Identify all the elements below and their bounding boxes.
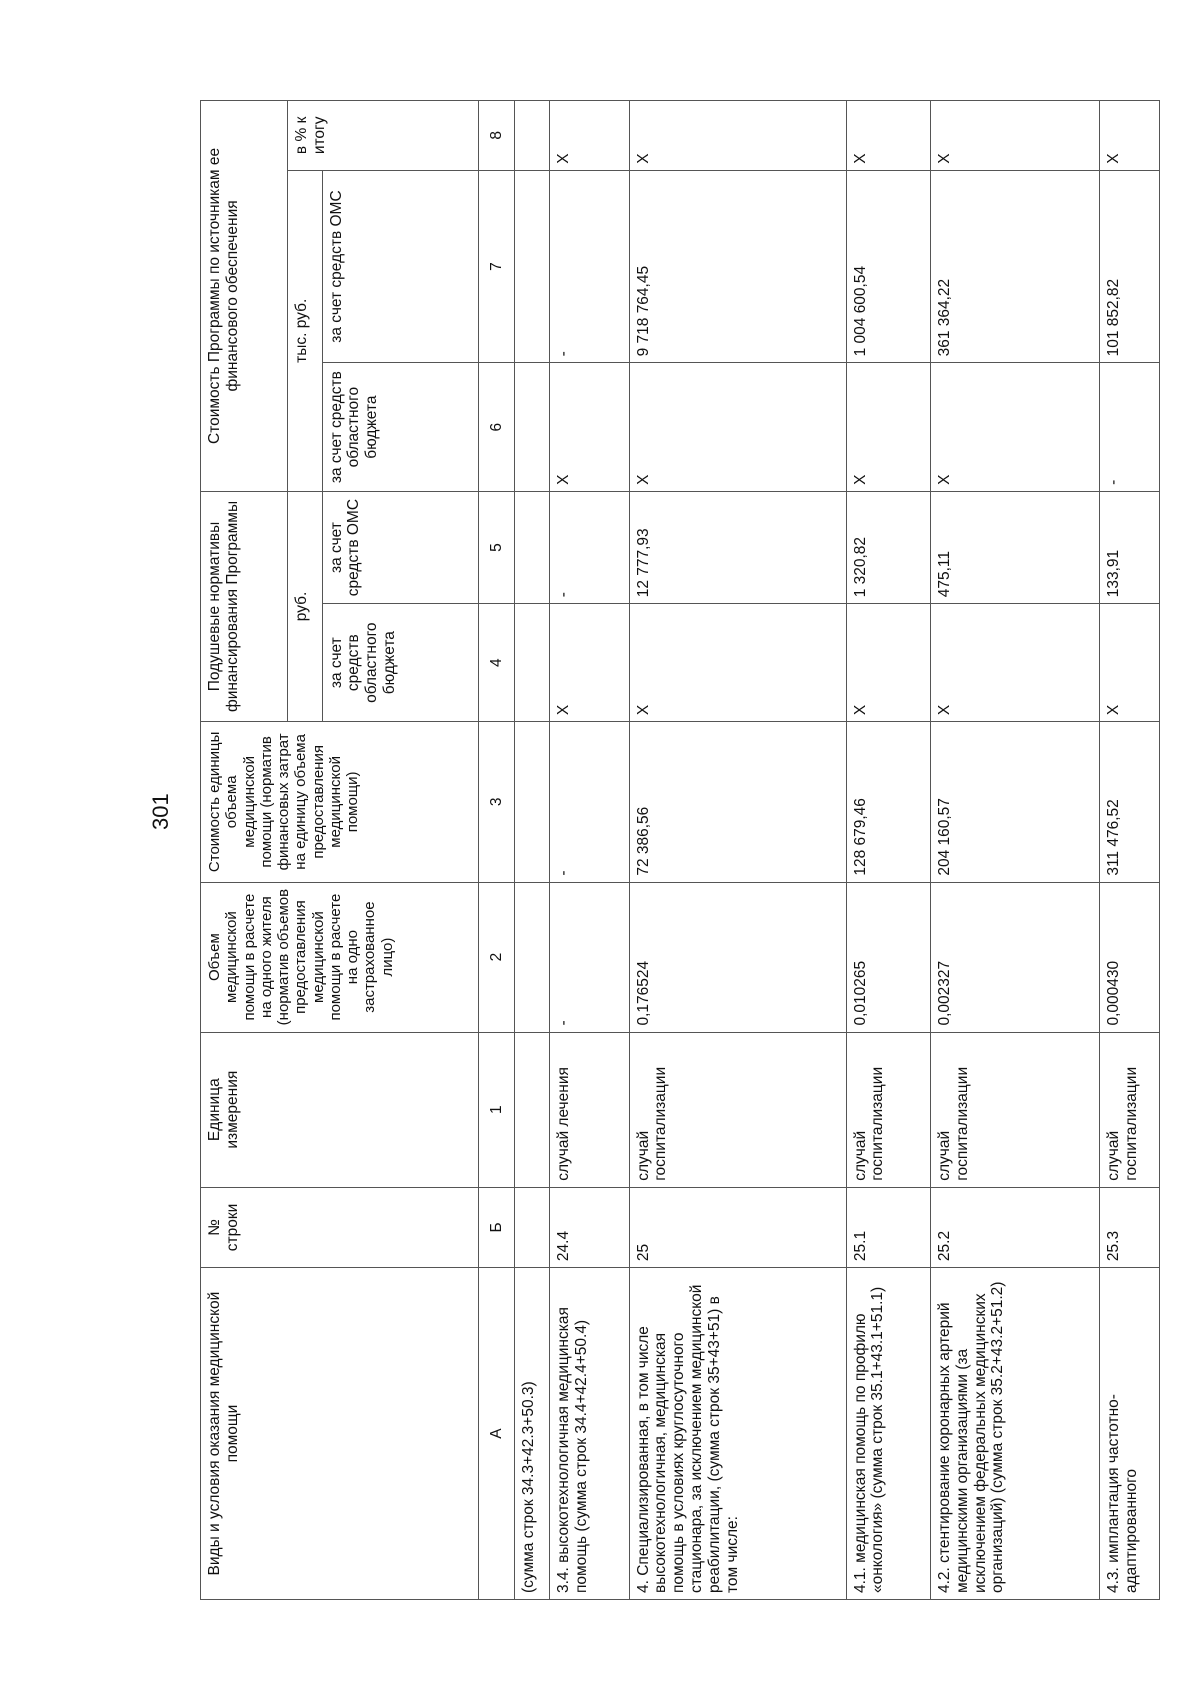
header-col-5: за счет средств ОМС — [322, 491, 479, 603]
cell-b: 25.2 — [930, 1187, 1099, 1267]
cell-c2: 0,000430 — [1099, 882, 1159, 1032]
header-col-45: Подушевые нормативы финансирования Программы — [201, 491, 288, 721]
header-col-67-unit: тыс. руб. — [287, 170, 322, 491]
cell-c1: случай госпитализации — [846, 1032, 930, 1187]
header-col-8: в % к итогу — [287, 101, 478, 171]
cell-c3: 204 160,57 — [930, 722, 1099, 883]
index-cell: 3 — [479, 722, 515, 883]
cell-c3: 72 386,56 — [629, 722, 846, 883]
cell-c4: X — [846, 604, 930, 722]
cell-c3: 128 679,46 — [846, 722, 930, 883]
cell-c7: 1 004 600,54 — [846, 170, 930, 363]
cell-c2: 0,002327 — [930, 882, 1099, 1032]
cell-c1: случай лечения — [550, 1032, 630, 1187]
cell-c1: случай госпитализации — [930, 1032, 1099, 1187]
cell-c5: - — [550, 491, 630, 603]
cell-b: 25.1 — [846, 1187, 930, 1267]
header-col-3: Стоимость единицы объема медицинской помощи (норматив финансовых затрат на единицу объема предоставления медицинской помощи) — [201, 722, 479, 883]
cell-c5: 475,11 — [930, 491, 1099, 603]
cell-c2: 0,010265 — [846, 882, 930, 1032]
cell-c7: 101 852,82 — [1099, 170, 1159, 363]
header-col-2: Объем медицинской помощи в расчете на одного жителя (норматив объемов предоставления медицинской помощи в расчете на одно застрахованное лицо) — [201, 882, 479, 1032]
cell-c8: X — [629, 101, 846, 171]
cell-b: 25.3 — [1099, 1187, 1159, 1267]
cell-a: 4.3. имплантация частотно-адаптированного — [1099, 1268, 1159, 1600]
cell-a: 3.4. высокотехнологичная медицинская помощь (сумма строк 34.4+42.4+50.4) — [550, 1268, 630, 1600]
cell-b: 24.4 — [550, 1187, 630, 1267]
header-col-45-unit: руб. — [287, 491, 322, 721]
index-cell: 4 — [479, 604, 515, 722]
cell-c5: 1 320,82 — [846, 491, 930, 603]
cell-c4: X — [1099, 604, 1159, 722]
header-col-4: за счет средств областного бюджета — [322, 604, 479, 722]
cell-a: 4.1. медицинская помощь по профилю «онкология» (сумма строк 35.1+43.1+51.1) — [846, 1268, 930, 1600]
cell-c6: X — [550, 363, 630, 491]
table-row — [550, 101, 630, 1600]
table-row — [1099, 101, 1159, 1600]
header-col-7: за счет средств ОМС — [322, 170, 479, 363]
page-number: 301 — [148, 793, 173, 830]
index-cell: 8 — [479, 101, 515, 171]
header-col-b: № строки — [201, 1187, 479, 1267]
financing-table — [200, 100, 1160, 1600]
cell-c8: X — [846, 101, 930, 171]
cell-c7: - — [550, 170, 630, 363]
header-col-1: Единица измерения — [201, 1032, 479, 1187]
index-cell: 2 — [479, 882, 515, 1032]
table-row — [629, 101, 846, 1600]
cell-c4: X — [629, 604, 846, 722]
table-body — [550, 101, 1160, 1600]
cell-c4: X — [930, 604, 1099, 722]
cell-c4: X — [550, 604, 630, 722]
cell-b: 25 — [629, 1187, 846, 1267]
cell-a: 4. Специализированная, в том числе высокотехнологичная, медицинская помощь в условиях круглосуточного стационара, за исключением медицинской реабилитации, (сумма строк 35+43+51) в том числе: — [629, 1268, 846, 1600]
cell-c8: X — [1099, 101, 1159, 171]
index-cell: 1 — [479, 1032, 515, 1187]
header-col-678: Стоимость Программы по источникам ее финансового обеспечения — [201, 101, 288, 492]
cell-c6: X — [629, 363, 846, 491]
index-cell: 6 — [479, 363, 515, 491]
header-col-a: Виды и условия оказания медицинской помощи — [201, 1268, 479, 1600]
cell-c6: - — [1099, 363, 1159, 491]
cell-c1: случай госпитализации — [1099, 1032, 1159, 1187]
index-cell: Б — [479, 1187, 515, 1267]
header-col-6: за счет средств областного бюджета — [322, 363, 479, 491]
cell-c2: 0,176524 — [629, 882, 846, 1032]
cell-c6: X — [846, 363, 930, 491]
cell-c2: - — [550, 882, 630, 1032]
cell-c7: 9 718 764,45 — [629, 170, 846, 363]
cell-c6: X — [930, 363, 1099, 491]
continuation-row — [515, 101, 550, 1600]
cell-c1: случай госпитализации — [629, 1032, 846, 1187]
index-cell: 5 — [479, 491, 515, 603]
index-row — [479, 101, 515, 1600]
cell-c5: 12 777,93 — [629, 491, 846, 603]
table-row — [846, 101, 930, 1600]
cell-c8: X — [930, 101, 1099, 171]
index-cell: А — [479, 1268, 515, 1600]
cell-c3: 311 476,52 — [1099, 722, 1159, 883]
index-cell: 7 — [479, 170, 515, 363]
continuation-text: (сумма строк 34.3+42.3+50.3) — [515, 1268, 550, 1600]
cell-c3: - — [550, 722, 630, 883]
table-row — [930, 101, 1099, 1600]
cell-c8: X — [550, 101, 630, 171]
cell-a: 4.2. стентирование коронарных артерий медицинскими организациями (за исключением федеральных медицинских организаций) (сумма строк 35.2+43.2+51.2) — [930, 1268, 1099, 1600]
cell-c5: 133,91 — [1099, 491, 1159, 603]
document-table-rotated — [200, 100, 1160, 1600]
cell-c7: 361 364,22 — [930, 170, 1099, 363]
